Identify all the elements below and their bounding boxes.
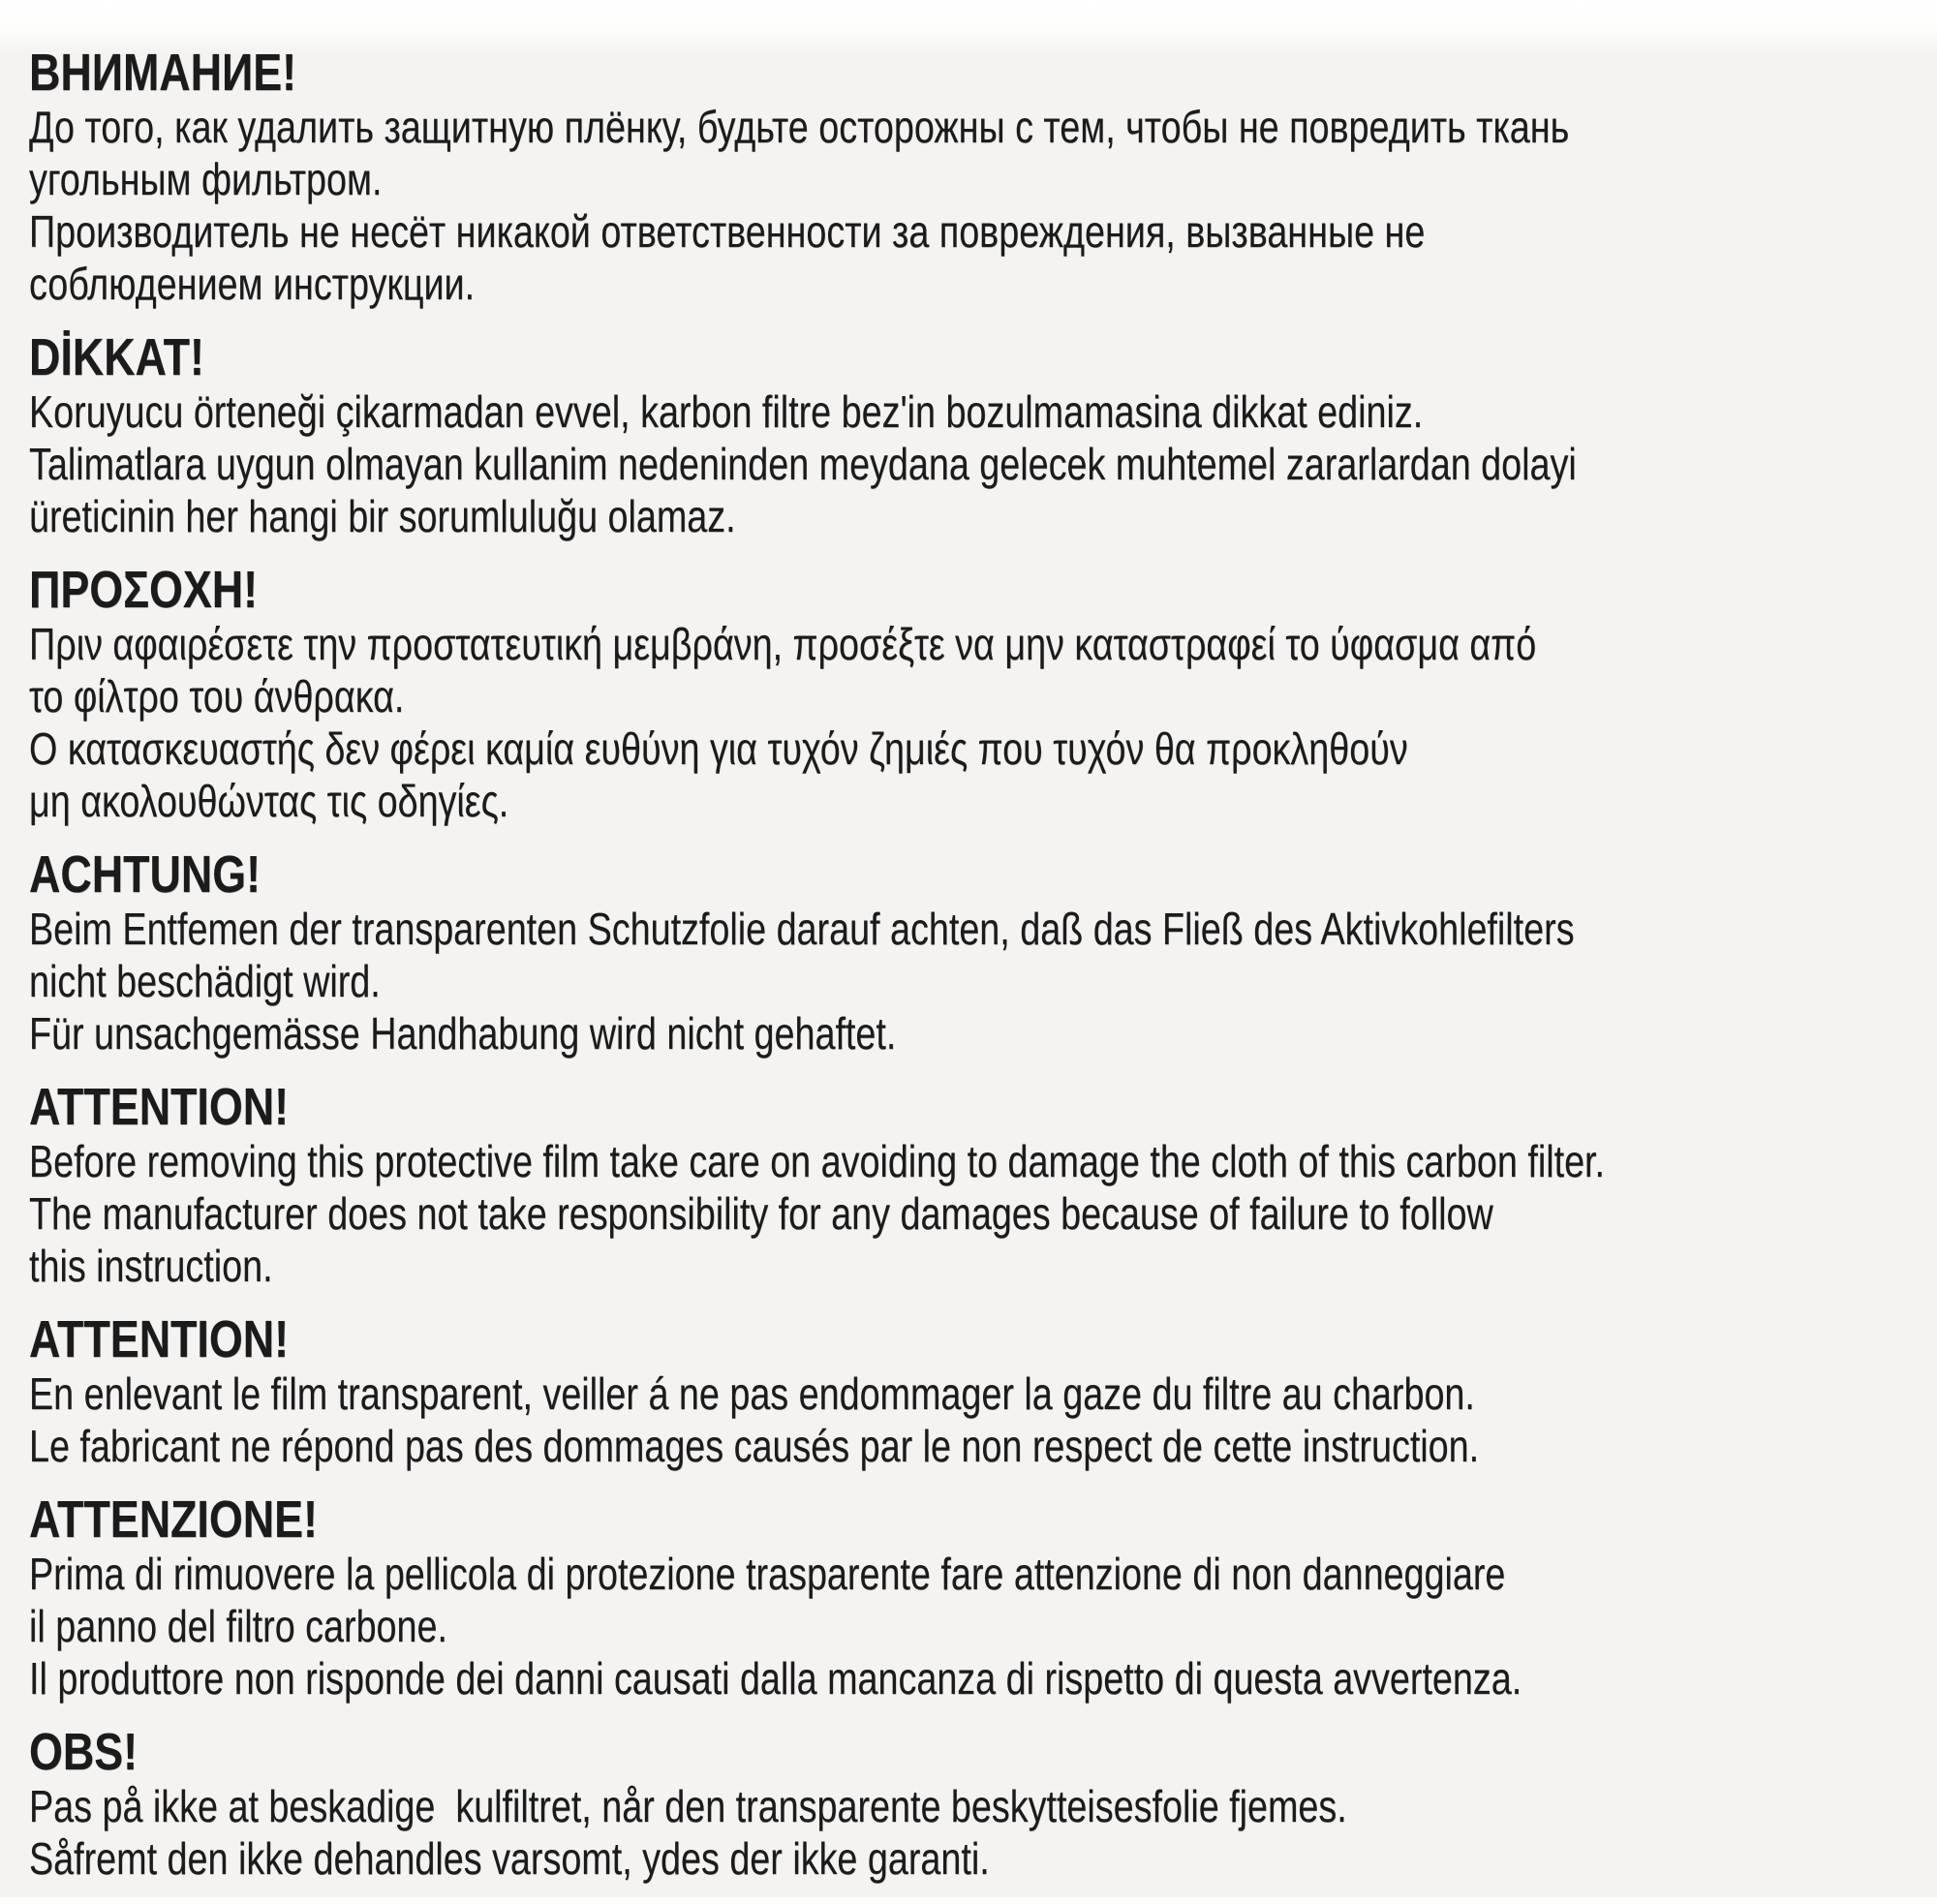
text-line: üreticinin her hangi bir sorumluluğu olamaz. — [29, 491, 736, 541]
text-line: En enlevant le film transparent, veiller á ne pas endommager la gaze du filtre au charbon. — [29, 1368, 1475, 1419]
section-german — [29, 846, 1937, 1059]
section-turkish — [29, 329, 1937, 542]
text-line: το φίλτρο του άνθρακα. — [29, 671, 405, 722]
text-line: соблюдением инструкции. — [29, 259, 476, 309]
scan-edge-highlight — [0, 0, 1937, 33]
text-line: Talimatlara uygun olmayan kullanim nedeninden meydana gelecek muhtemel zararlardan dolayi — [29, 439, 1577, 489]
section-heading-russian: ВНИМАНИЕ! — [29, 44, 297, 102]
section-greek — [29, 562, 1937, 827]
text-line: Beim Entfemen der transparenten Schutzfolie darauf achten, daß das Fließ des Aktivkohlefilters — [29, 904, 1575, 954]
section-heading-turkish: DİKKAT! — [29, 328, 204, 386]
text-line: nicht beschädigt wird. — [29, 956, 381, 1006]
section-english — [29, 1079, 1937, 1292]
section-heading-french: ATTENTION! — [29, 1310, 290, 1368]
section-heading-danish: OBS! — [29, 1723, 138, 1781]
text-line: Il produttore non risponde dei danni causati dalla mancanza di rispetto di questa avvertenza. — [29, 1653, 1522, 1704]
text-line: this instruction. — [29, 1241, 273, 1291]
text-line: Für unsachgemässe Handhabung wird nicht gehaftet. — [29, 1008, 897, 1059]
text-line: μη ακολουθώντας τις οδηγίες. — [29, 776, 509, 826]
text-line: The manufacturer does not take responsibility for any damages because of failure to follow — [29, 1188, 1493, 1239]
text-line: Koruyucu örteneği çikarmadan evvel, karbon filtre bez'in bozulmamasina dikkat ediniz. — [29, 386, 1424, 437]
text-line: Производитель не несёт никакой ответственности за повреждения, вызванные не — [29, 206, 1426, 257]
text-line: Before removing this protective film take care on avoiding to damage the cloth of this carbon filter. — [29, 1136, 1606, 1186]
section-heading-german: ACHTUNG! — [29, 845, 261, 904]
text-line: Pas på ikke at beskadige kulfiltret, når den transparente beskytteisesfolie fjemes. — [29, 1781, 1347, 1831]
section-heading-greek: ΠΡΟΣΟΧΗ! — [29, 561, 259, 619]
text-line: Le fabricant ne répond pas des dommages causés par le non respect de cette instruction. — [29, 1421, 1480, 1471]
text-line: Såfremt den ikke dehandles varsomt, ydes der ikke garanti. — [29, 1833, 990, 1884]
text-line: Ο κατασκευαστής δεν φέρει καμία ευθύνη για τυχόν ζημιές που τυχόν θα προκληθούν — [29, 723, 1408, 774]
section-danish — [29, 1724, 1937, 1885]
text-line: Πριν αφαιρέσετε την προστατευτική μεμβράνη, προσέξτε να μην καταστραφεί το ύφασμα από — [29, 619, 1537, 669]
section-heading-english: ATTENTION! — [29, 1078, 290, 1136]
text-line: угольным фильтром. — [29, 154, 383, 204]
section-italian — [29, 1491, 1937, 1704]
section-french — [29, 1311, 1937, 1472]
text-line: До того, как удалить защитную плёнку, будьте осторожны с тем, чтобы не повредить ткань — [29, 102, 1570, 152]
section-heading-italian: ATTENZIONE! — [29, 1490, 318, 1549]
text-line: Prima di rimuovere la pellicola di protezione trasparente fare attenzione di non danneggiare — [29, 1549, 1506, 1599]
text-line: il panno del filtro carbone. — [29, 1601, 447, 1651]
section-russian — [29, 45, 1937, 310]
warning-label-page — [29, 45, 1937, 1904]
